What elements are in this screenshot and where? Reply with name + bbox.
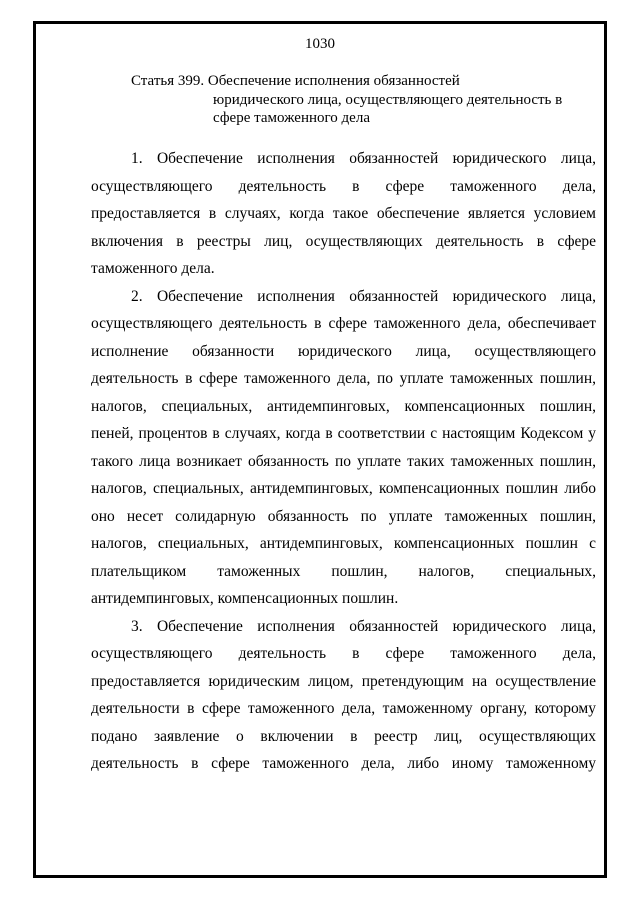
paragraph-2: 2. Обеспечение исполнения обязанностей юридического лица, осуществляющего деятельность в сфере таможенного дела, обеспечивает исполнение обязанности юридического лица, осуществляющего деятельность в сфере таможенного дела, по уплате таможенных пошлин, налогов, специальных, антидемпинговых, компенсационных пошлин, пеней, процентов в случаях, когда в соответствии с настоящим Кодексом у такого лица возникает обязанность по уплате таких таможенных пошлин, налогов, специальных, антидемпинговых, компенсационных пошлин либо оно несет солидарную обязанность по уплате таможенных пошлин, налогов, специальных, антидемпинговых, компенсационных пошлин с плательщиком таможенных пошлин, налогов, специальных, антидемпинговых, компенсационных пошлин.	[91, 287, 596, 607]
article-heading-first-line: Статья 399. Обеспечение исполнения обязанностей	[131, 73, 460, 89]
article-body	[91, 145, 596, 778]
article-heading	[131, 72, 601, 128]
paragraph-3: 3. Обеспечение исполнения обязанностей юридического лица, осуществляющего деятельность в сфере таможенного дела, предоставляется юридическим лицом, претендующим на осуществление деятельности в сфере таможенного дела, таможенному органу, которому подано заявление о включении в реестр лиц, осуществляющих деятельность в сфере таможенного дела, либо иному таможенному	[91, 617, 596, 772]
page-number: 1030	[305, 36, 335, 52]
article-heading-rest: юридического лица, осуществляющего деятельность в сфере таможенного дела	[213, 91, 563, 126]
paragraph-1: 1. Обеспечение исполнения обязанностей юридического лица, осуществляющего деятельность в сфере таможенного дела, предоставляется в случаях, когда такое обеспечение является условием включения в реестры лиц, осуществляющих деятельность в сфере таможенного дела.	[91, 150, 596, 277]
